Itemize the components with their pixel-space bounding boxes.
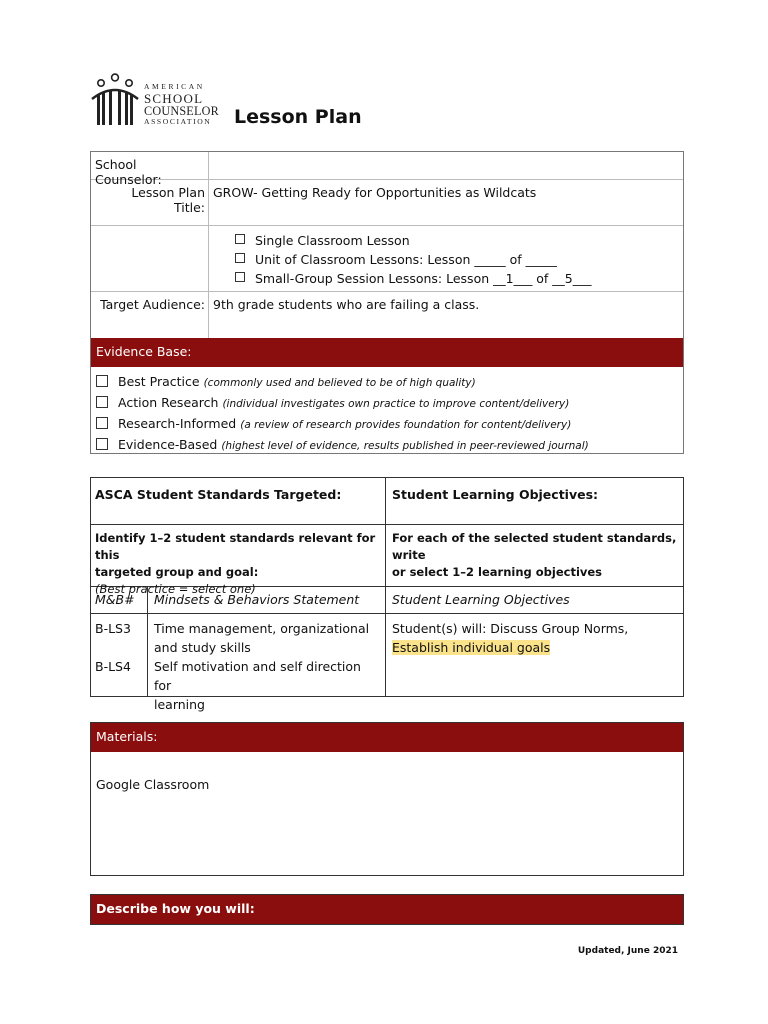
col-mb-number: M&B#	[91, 587, 148, 613]
evidence-option-desc: (a review of research provides foundation for content/delivery)	[240, 419, 572, 431]
standards-header-row	[91, 478, 683, 525]
lesson-type-option-unit[interactable]	[235, 250, 683, 269]
row-lesson-type	[91, 226, 683, 292]
objectives-instr-line: For each of the selected student standards, write	[392, 531, 677, 562]
checkbox-icon[interactable]	[235, 272, 245, 282]
row-school-counselor	[91, 152, 683, 187]
evidence-option-action-research[interactable]	[96, 393, 678, 414]
asca-wordmark	[144, 83, 219, 125]
mb-statements	[148, 614, 386, 712]
evidence-options	[91, 367, 683, 456]
mb-statement-line: Time management, organizational	[154, 621, 370, 636]
row-lesson-title	[91, 180, 683, 226]
lesson-type-options	[209, 226, 683, 291]
materials-header: Materials:	[91, 723, 683, 752]
mb-statement-line: and study skills	[154, 640, 251, 655]
target-audience-field[interactable]: 9th grade students who are failing a class.	[213, 297, 480, 312]
lesson-title-field[interactable]: GROW- Getting Ready for Opportunities as Wildcats	[213, 185, 537, 200]
evidence-option-best-practice[interactable]	[96, 372, 678, 393]
evidence-option-desc: (commonly used and believed to be of high quality)	[203, 377, 476, 389]
target-audience-label: Target Audience:	[91, 292, 209, 338]
describe-header: Describe how you will:	[91, 895, 683, 924]
asca-logo	[90, 73, 230, 129]
objectives-instructions	[386, 525, 683, 586]
row-target-audience	[91, 292, 683, 338]
evidence-option-label: Evidence-Based	[118, 437, 218, 452]
lesson-title-label: Lesson Plan Title:	[91, 180, 209, 225]
logo-line-counselor: COUNSELOR	[144, 103, 219, 118]
objective-line-highlighted: Establish individual goals	[392, 640, 551, 655]
school-counselor-field[interactable]	[209, 152, 683, 179]
lesson-type-option-label: Unit of Classroom Lessons: Lesson _____ of _____	[255, 252, 557, 267]
page-title: Lesson Plan	[234, 106, 362, 128]
evidence-option-research-informed[interactable]	[96, 414, 678, 435]
objectives-instr-line: or select 1–2 learning objectives	[392, 565, 603, 579]
logo-line-association: ASSOCIATION	[144, 116, 212, 126]
evidence-option-label: Best Practice	[118, 374, 200, 389]
describe-section	[90, 894, 684, 925]
mb-code: B-LS3	[95, 621, 131, 636]
standards-instr-note: (Best practice = select one)	[95, 582, 256, 596]
standards-table	[90, 477, 684, 712]
learning-objectives-field[interactable]	[386, 614, 683, 696]
asca-figures-icon	[90, 73, 140, 129]
evidence-option-desc: (highest level of evidence, results published in peer-reviewed journal)	[221, 440, 589, 452]
evidence-base-header: Evidence Base:	[91, 338, 683, 367]
checkbox-icon[interactable]	[235, 234, 245, 244]
lesson-type-option-label: Small-Group Session Lessons: Lesson __1___ of __5___	[255, 271, 592, 286]
updated-footer: Updated, June 2021	[577, 946, 678, 956]
evidence-option-evidence-based[interactable]	[96, 435, 678, 456]
checkbox-icon[interactable]	[96, 438, 108, 450]
checkbox-icon[interactable]	[96, 396, 108, 408]
evidence-option-label: Research-Informed	[118, 416, 237, 431]
evidence-option-desc: (individual investigates own practice to improve content/delivery)	[222, 398, 570, 410]
col-mb-statement: Mindsets & Behaviors Statement	[148, 587, 386, 613]
standards-content-row	[91, 614, 683, 712]
materials-field[interactable]: Google Classroom	[96, 777, 210, 792]
checkbox-icon[interactable]	[235, 253, 245, 263]
standards-instructions-row	[91, 525, 683, 596]
objective-line: Student(s) will: Discuss Group Norms,	[392, 621, 629, 636]
standards-instr-line: Identify 1–2 student standards relevant for this	[95, 531, 376, 562]
lesson-info-table	[90, 151, 684, 339]
logo-line-school: SCHOOL	[144, 90, 204, 106]
evidence-option-label: Action Research	[118, 395, 219, 410]
standards-columns-row	[91, 587, 683, 614]
standards-instr-line: targeted group and goal:	[95, 565, 259, 579]
lesson-type-label-cell	[91, 226, 209, 291]
col-learning-objectives: Student Learning Objectives	[392, 592, 570, 607]
materials-section	[90, 722, 684, 876]
standards-instructions-left	[91, 525, 386, 596]
lesson-type-option-small-group[interactable]	[235, 269, 683, 288]
lesson-type-option-single[interactable]	[235, 231, 683, 250]
mb-codes	[91, 614, 148, 696]
asca-standards-header: ASCA Student Standards Targeted:	[91, 478, 386, 524]
mb-statement-line: learning	[154, 697, 205, 712]
logo-line-american: AMERICAN	[144, 82, 205, 91]
lesson-type-option-label: Single Classroom Lesson	[255, 233, 410, 248]
checkbox-icon[interactable]	[96, 417, 108, 429]
school-counselor-label: School Counselor:	[91, 152, 209, 179]
mb-code: B-LS4	[95, 659, 131, 674]
checkbox-icon[interactable]	[96, 375, 108, 387]
evidence-base-section	[90, 338, 684, 454]
mb-statement-line: Self motivation and self direction for	[154, 659, 361, 693]
learning-objectives-header: Student Learning Objectives:	[392, 487, 599, 502]
